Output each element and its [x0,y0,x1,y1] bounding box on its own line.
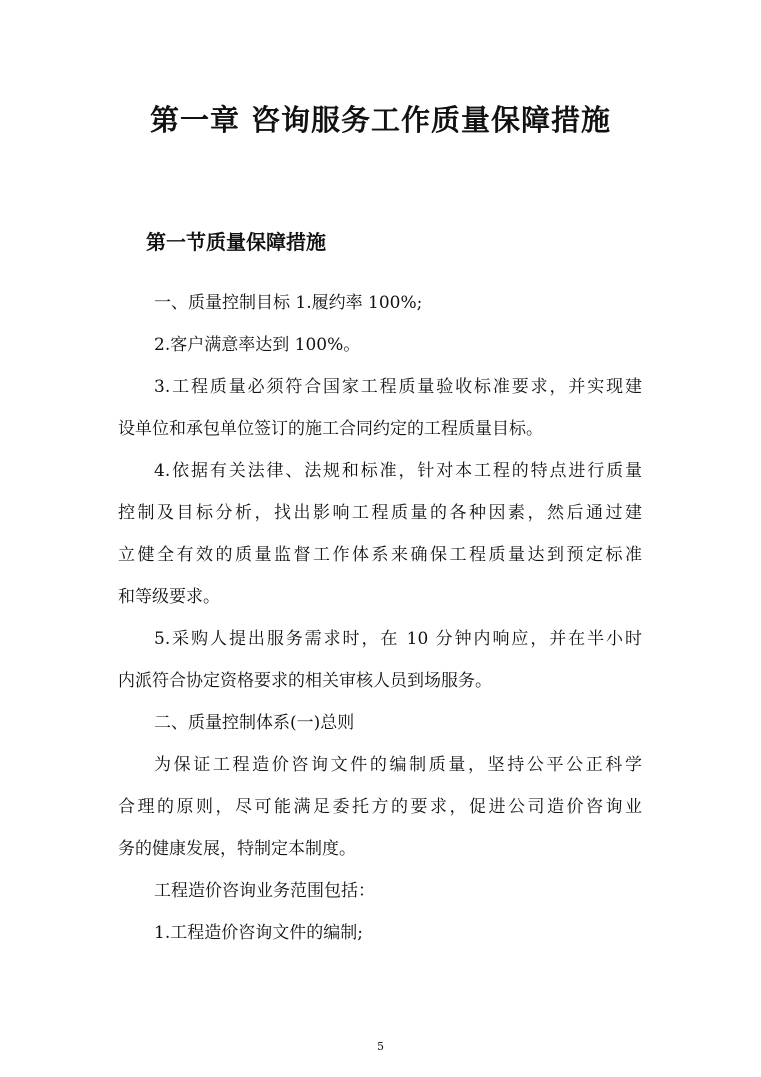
text-line: 和等级要求。 [118,587,220,607]
paragraph [118,876,642,918]
text-line: 工程造价咨询业务范围包括： [154,881,375,901]
body-text [118,288,642,960]
paragraph [118,372,642,456]
paragraph [118,330,642,372]
paragraph [118,624,642,708]
text-line: 1.工程造价咨询文件的编制; [154,923,363,943]
text-line: 内派符合协定资格要求的相关审核人员到场服务。 [118,671,492,691]
text-line: 立健全有效的质量监督工作体系来确保工程质量达到预定标准 [118,545,642,565]
text-line: 合理的原则，尽可能满足委托方的要求，促进公司造价咨询业 [118,797,642,817]
text-line: 设单位和承包单位签订的施工合同约定的工程质量目标。 [118,419,543,439]
page-number: 5 [377,1040,384,1053]
paragraph [118,750,642,876]
paragraph [118,288,642,330]
chapter-title: 第一章 咨询服务工作质量保障措施 [149,103,612,137]
text-line: 一、质量控制目标 1.履约率 100%; [154,293,423,313]
paragraph [118,918,642,960]
section-title: 第一节质量保障措施 [146,230,326,254]
text-line: 4.依据有关法律、法规和标准，针对本工程的特点进行质量 [154,461,642,481]
text-line: 控制及目标分析，找出影响工程质量的各种因素，然后通过建 [118,503,642,523]
text-line: 务的健康发展，特制定本制度。 [118,839,356,859]
text-line: 为保证工程造价咨询文件的编制质量，坚持公平公正科学 [154,755,642,775]
paragraph [118,456,642,624]
paragraph [118,708,642,750]
text-line: 2.客户满意率达到 100%。 [154,335,361,355]
text-line: 二、质量控制体系(一)总则 [154,713,355,733]
text-line: 5.采购人提出服务需求时，在 10 分钟内响应，并在半小时 [154,629,642,649]
text-line: 3.工程质量必须符合国家工程质量验收标准要求，并实现建 [154,377,642,397]
